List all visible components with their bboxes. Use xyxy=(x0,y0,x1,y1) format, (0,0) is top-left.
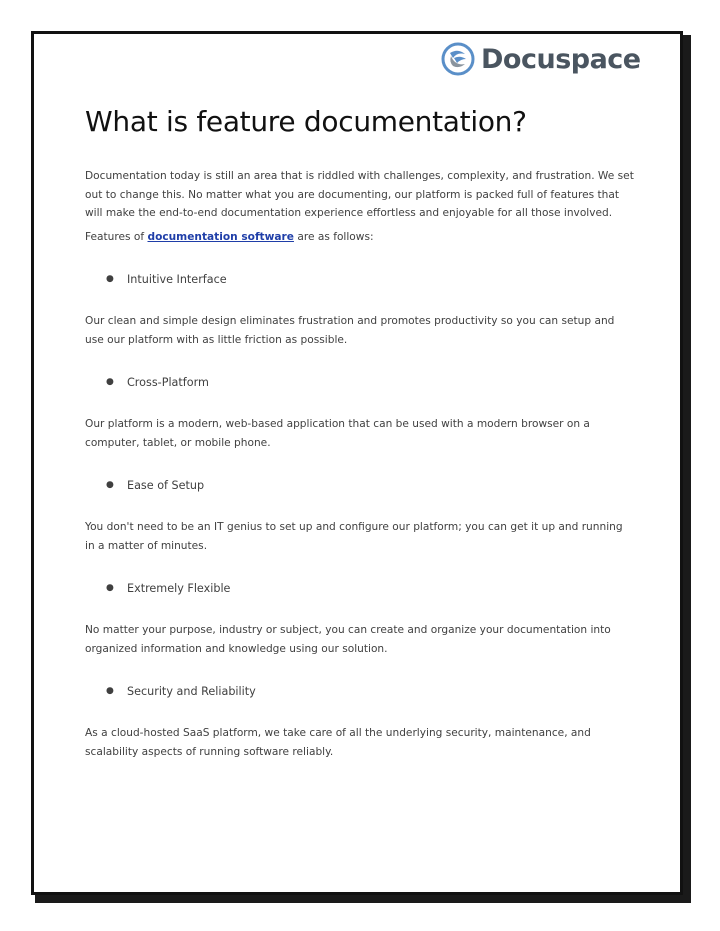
feature-heading-label: Intuitive Interface xyxy=(127,272,227,286)
intro-paragraph: Documentation today is still an area that is riddled with challenges, complexity, and frustration. We set out to change this. No matter what you are documenting, our platform is packed full of features that will make the end-to-end documentation experience effortless and enjoyable for all those involved. xyxy=(85,170,634,219)
features-suffix: are as follows: xyxy=(293,230,374,243)
feature-heading-intuitive-interface xyxy=(85,270,635,288)
bullet-icon: ● xyxy=(106,583,114,593)
feature-body-cross-platform: Our platform is a modern, web-based application that can be used with a modern browser on a computer, tablet, or mobile phone. xyxy=(85,418,590,449)
bullet-icon: ● xyxy=(106,480,114,490)
feature-heading-label: Extremely Flexible xyxy=(127,581,231,595)
features-prefix: Features of xyxy=(85,230,148,243)
feature-heading-security-and-reliability xyxy=(85,682,635,700)
logo-wordmark: Docuspace xyxy=(481,43,641,75)
feature-body-security-and-reliability: As a cloud-hosted SaaS platform, we take care of all the underlying security, maintenance, and scalability aspects of running software reliably. xyxy=(85,727,591,758)
page-title: What is feature documentation? xyxy=(85,105,527,138)
document-content xyxy=(85,100,635,761)
bullet-icon: ● xyxy=(106,377,114,387)
feature-heading-extremely-flexible xyxy=(85,579,635,597)
bullet-icon: ● xyxy=(106,686,114,696)
feature-body-extremely-flexible: No matter your purpose, industry or subject, you can create and organize your documentation into organized information and knowledge using our solution. xyxy=(85,624,611,655)
feature-heading-ease-of-setup xyxy=(85,476,635,494)
feature-body-ease-of-setup: You don't need to be an IT genius to set up and configure our platform; you can get it up and running in a matter of minutes. xyxy=(85,521,623,552)
feature-body-intuitive-interface: Our clean and simple design eliminates frustration and promotes productivity so you can setup and use our platform with as little friction as possible. xyxy=(85,315,615,346)
feature-heading-label: Cross-Platform xyxy=(127,375,209,389)
docuspace-logo-icon xyxy=(441,42,475,76)
feature-heading-cross-platform xyxy=(85,373,635,391)
docuspace-logo xyxy=(441,42,641,76)
bullet-icon: ● xyxy=(106,274,114,284)
feature-heading-label: Security and Reliability xyxy=(127,684,256,698)
feature-heading-label: Ease of Setup xyxy=(127,478,205,492)
documentation-software-link[interactable]: documentation software xyxy=(147,230,294,243)
features-intro-line xyxy=(85,228,635,247)
